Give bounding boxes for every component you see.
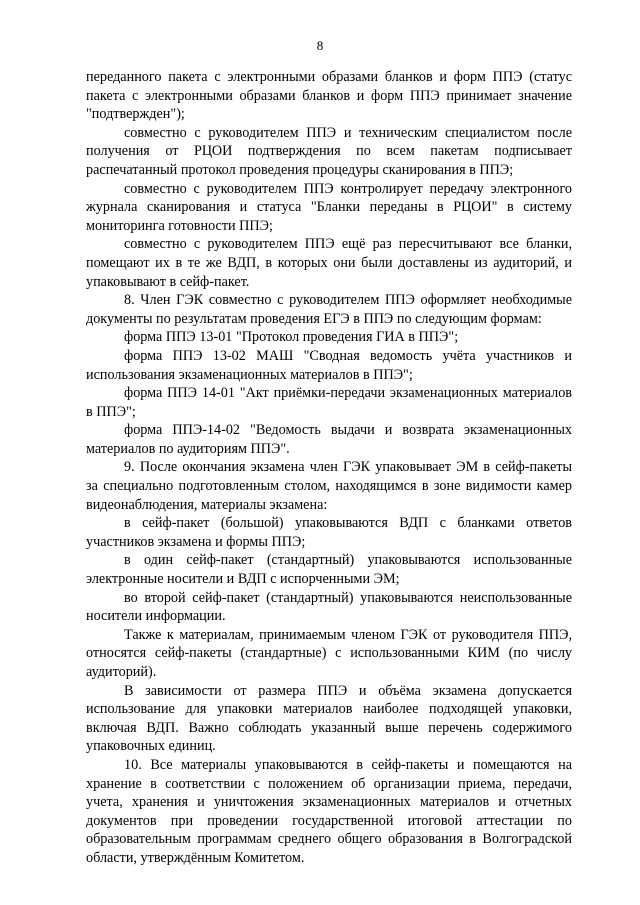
paragraph-form-13-02: форма ППЭ 13-02 МАШ "Сводная ведомость учёта участников и использования экзаменационных материалов в ППЭ"; <box>86 347 572 383</box>
paragraph-scan-protocol: совместно с руководителем ППЭ и техническим специалистом после получения от РЦОИ подтверждения по всем пакетам подписывает распечатанный протокол проведения процедуры сканирования в ППЭ; <box>86 124 572 178</box>
paragraph-item-10: 10. Все материалы упаковываются в сейф-пакеты и помещаются на хранение в соответствии с положением об организации приема, передачи, учета, хранения и уничтожения экзаменационных материалов и отчетных документов при проведении государственной итоговой аттестации по образовательным программам среднего общего образования в Волгоградской области, утверждённым Комитетом. <box>86 756 572 866</box>
paragraph-safe-pack-large: в сейф-пакет (большой) упаковываются ВДП с бланками ответов участников экзамена и формы ППЭ; <box>86 515 572 550</box>
paragraph-safe-pack-standard-2: во второй сейф-пакет (стандартный) упаковываются неиспользованные носители информации. <box>86 589 572 625</box>
paragraph-packaging-options: В зависимости от размера ППЭ и объёма экзамена допускается использование для упаковки материалов наиболее подходящей упаковки, включая ВДП. Важно соблюдать указанный выше перечень содержимого упаковочных единиц. <box>86 682 572 755</box>
document-body <box>86 68 572 868</box>
paragraph-item-8: 8. Член ГЭК совместно с руководителем ППЭ оформляет необходимые документы по результатам проведения ЕГЭ в ППЭ по следующим формам: <box>86 292 572 327</box>
paragraph-recount-blanks: совместно с руководителем ППЭ ещё раз пересчитывают все бланки, помещают их в те же ВДП, в которых они были доставлены из аудиторий, и упаковывают в сейф-пакет. <box>86 236 572 290</box>
paragraph-continuation: переданного пакета с электронными образами бланков и форм ППЭ (статус пакета с электронными образами бланков и форм ППЭ принимает значение "подтвержден"); <box>86 69 572 123</box>
paragraph-kim-packs: Также к материалам, принимаемым членом ГЭК от руководителя ППЭ, относятся сейф-пакеты (стандартные) с использованными КИМ (по числу аудиторий). <box>86 626 572 680</box>
paragraph-form-14-02: форма ППЭ-14-02 "Ведомость выдачи и возврата экзаменационных материалов по аудиториям ППЭ". <box>86 422 572 457</box>
paragraph-item-9: 9. После окончания экзамена член ГЭК упаковывает ЭМ в сейф-пакеты за специально подготовленным столом, находящимся в зоне видимости камер видеонаблюдения, материалы экзамена: <box>86 459 572 513</box>
paragraph-form-13-01: форма ППЭ 13-01 "Протокол проведения ГИА в ППЭ"; <box>124 329 459 346</box>
paragraph-form-14-01: форма ППЭ 14-01 "Акт приёмки-передачи экзаменационных материалов в ППЭ"; <box>86 385 572 420</box>
paragraph-safe-pack-standard-1: в один сейф-пакет (стандартный) упаковываются использованные электронные носители и ВДП с испорченными ЭМ; <box>86 552 572 588</box>
page-number: 8 <box>316 38 324 53</box>
paragraph-scan-journal: совместно с руководителем ППЭ контролирует передачу электронного журнала сканирования и статуса "Бланки переданы в РЦОИ" в систему мониторинга готовности ППЭ; <box>86 180 572 234</box>
